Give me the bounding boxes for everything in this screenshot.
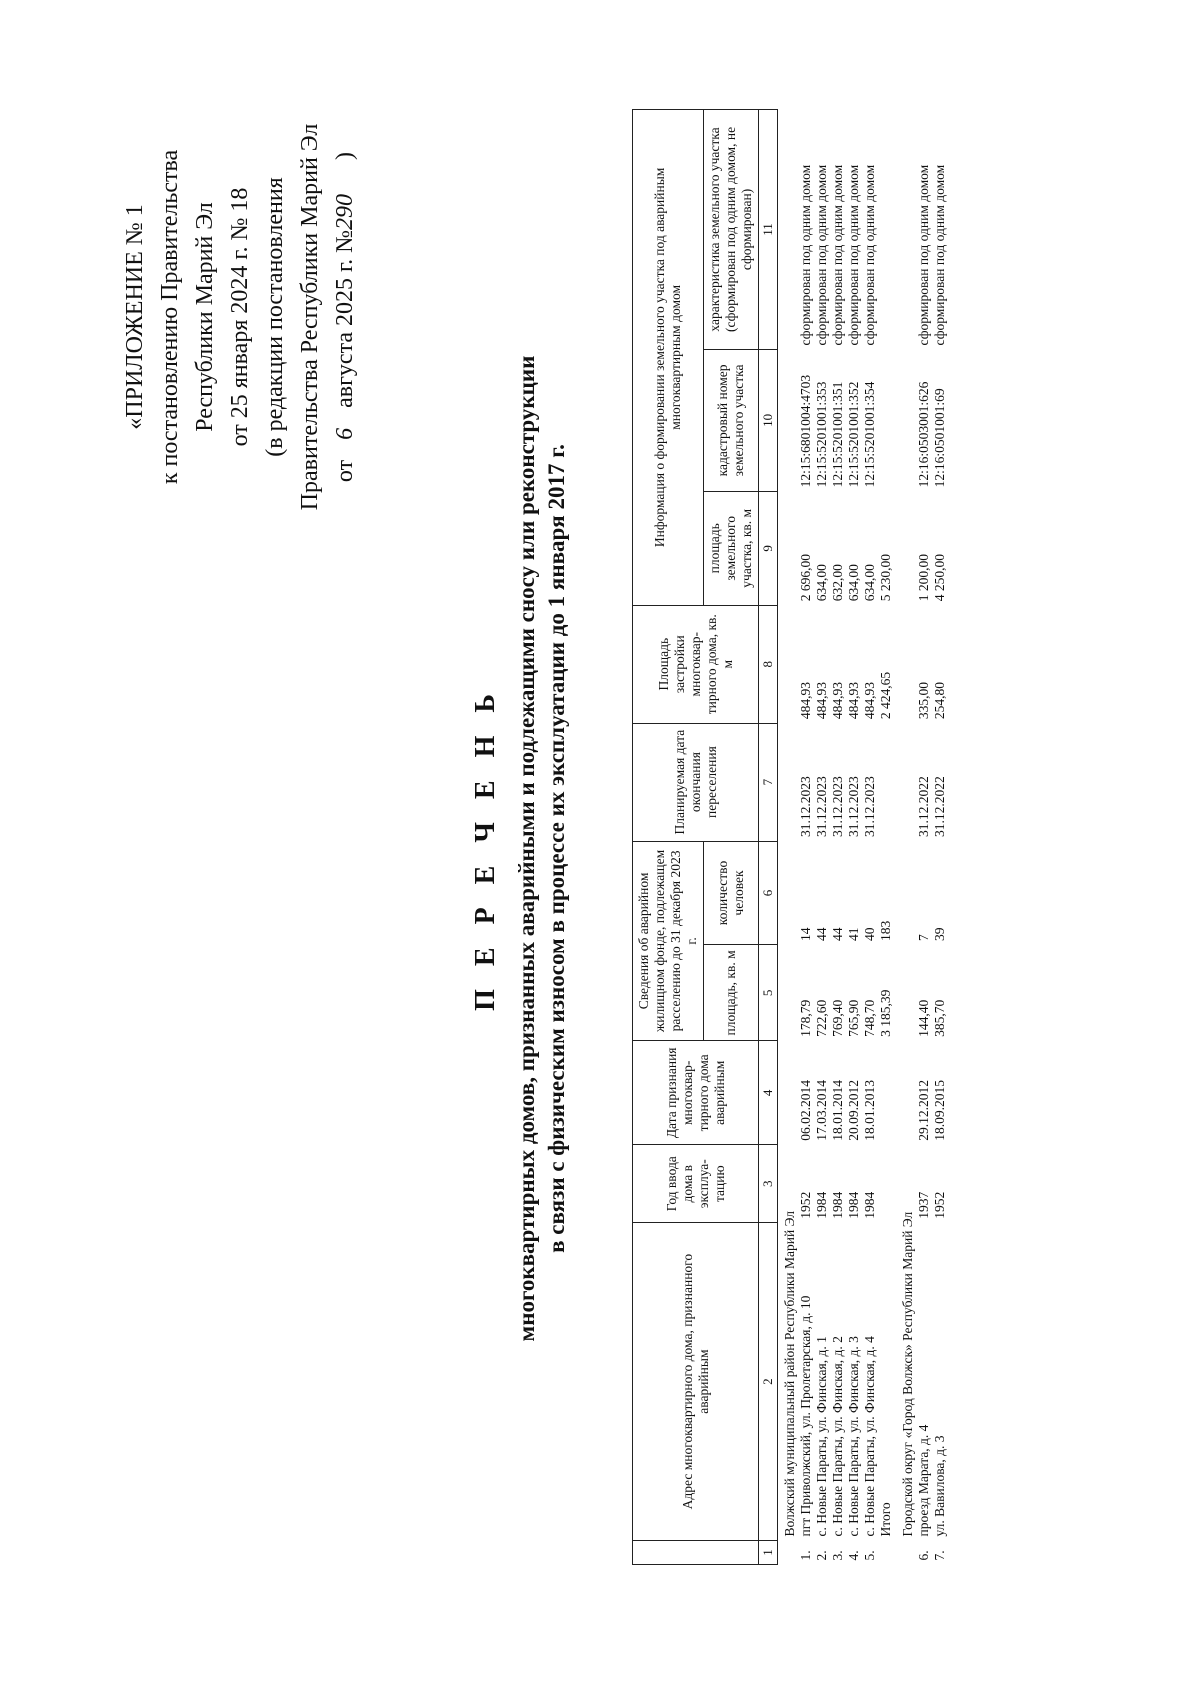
column-number: 6 (759, 841, 778, 945)
row-cadastral: 12:16:0501001:69 (932, 388, 947, 488)
row-year: 1984 (862, 1191, 877, 1219)
row-cadastral: 12:16:0503001:626 (916, 381, 931, 488)
row-people: 41 (846, 927, 861, 941)
row-area: 769,40 (830, 999, 845, 1037)
row-land-area: 634,00 (814, 564, 829, 602)
row-people: 44 (830, 927, 845, 941)
header-resettlement-group: Сведения об аварийном жилищном фонде, подлежащем расселению до 31 декабря 2023 г. (633, 841, 704, 1041)
row-land-char: сформирован под одним домом (916, 164, 931, 346)
column-number: 2 (759, 1223, 778, 1541)
appendix-line: «ПРИЛОЖЕНИЕ № 1 (122, 204, 148, 430)
appendix-line: Правительства Республики Марий Эл (297, 123, 323, 511)
row-cadastral: 12:15:5201001:351 (830, 381, 845, 488)
row-people: 44 (814, 927, 829, 941)
row-planned-date: 31.12.2023 (814, 776, 829, 838)
column-number: 4 (759, 1041, 778, 1145)
group-name: Волжский муниципальный район Республики Марий Эл (782, 1210, 797, 1537)
column-number: 5 (759, 945, 778, 1041)
column-number: 9 (759, 491, 778, 605)
header-col-1 (633, 1541, 759, 1565)
title-main: П Е Р Е Ч Е Н Ь (470, 686, 501, 1011)
title-line-2: в связи с физическим износом в процессе их эксплуатации до 1 января 2017 г. (544, 444, 569, 1253)
row-land-char: сформирован под одним домом (846, 164, 861, 346)
row-address: с. Новые Параты, ул. Финская, д. 3 (846, 1336, 861, 1537)
group-name: Городской округ «Город Волжск» Республики Марий Эл (900, 1211, 915, 1537)
row-address: с. Новые Параты, ул. Финская, д. 4 (862, 1336, 877, 1537)
row-land-area: 634,00 (846, 564, 861, 602)
row-land-area: 634,00 (862, 564, 877, 602)
header-land-char: характеристика земельного участка (сформирован под одним домом, не сформирован) (704, 110, 759, 350)
table-row (814, 110, 830, 1565)
row-people: 7 (916, 934, 931, 941)
row-area: 144,40 (916, 999, 931, 1037)
row-area: 722,60 (814, 999, 829, 1037)
row-land-char: сформирован под одним домом (862, 164, 877, 346)
row-number: 1. (798, 1550, 813, 1561)
row-address: пгт Приволжский, ул. Пролетарская, д. 10 (798, 1295, 813, 1537)
row-area: 178,79 (798, 999, 813, 1037)
row-area: 748,70 (862, 999, 877, 1037)
row-land-char: сформирован под одним домом (814, 164, 829, 346)
header-land-group: Информация о формировании земельного участка под аварийным многоквартирным домом (633, 110, 704, 606)
column-numbers-row (759, 110, 778, 1565)
row-address: ул. Вавилова, д. 3 (932, 1435, 947, 1537)
row-building-area: 484,93 (862, 682, 877, 720)
appendix-line: Республики Марий Эл (192, 202, 218, 432)
row-year: 1984 (830, 1191, 845, 1219)
appendix-line: (в редакции постановления (262, 177, 288, 457)
total-building-area: 2 424,65 (878, 671, 893, 720)
column-number: 11 (759, 110, 778, 350)
row-number: 6. (916, 1550, 931, 1561)
row-emergency-date: 18.01.2014 (830, 1080, 845, 1141)
table-row (932, 110, 948, 1565)
header-year: Год ввода дома в эксплуа-тацию (633, 1145, 759, 1223)
row-planned-date: 31.12.2023 (798, 776, 813, 838)
column-number: 7 (759, 723, 778, 841)
date-day: 6 (332, 427, 358, 440)
row-cadastral: 12:15:6801004:4703 (798, 374, 813, 488)
row-emergency-date: 17.03.2014 (814, 1080, 829, 1141)
appendix-date-line (328, 37, 363, 597)
row-emergency-date: 29.12.2012 (916, 1080, 931, 1141)
row-year: 1952 (932, 1191, 947, 1219)
houses-table (632, 109, 948, 1565)
row-people: 39 (932, 927, 947, 941)
column-number: 1 (759, 1541, 778, 1565)
header-land-area: площадь земельного участка, кв. м (704, 491, 759, 605)
row-area: 765,90 (846, 999, 861, 1037)
row-building-area: 484,93 (814, 682, 829, 720)
date-rest: августа 2025 г. № (332, 229, 358, 408)
row-number: 4. (846, 1550, 861, 1561)
date-number: 290 (332, 193, 358, 230)
row-address: проезд Марата, д. 4 (916, 1424, 931, 1537)
row-cadastral: 12:15:5201001:353 (814, 381, 829, 488)
row-land-char: сформирован под одним домом (932, 164, 947, 346)
row-year: 1937 (916, 1191, 931, 1219)
row-emergency-date: 18.09.2015 (932, 1080, 947, 1141)
row-planned-date: 31.12.2022 (916, 776, 931, 838)
row-land-area: 2 696,00 (798, 554, 813, 602)
row-planned-date: 31.12.2023 (830, 776, 845, 838)
total-label: Итого (878, 1502, 893, 1537)
group-row (896, 110, 916, 1565)
header-planned-date: Планируемая дата окончания переселения (633, 723, 759, 841)
row-address: с. Новые Параты, ул. Финская, д. 2 (830, 1336, 845, 1537)
row-year: 1984 (814, 1191, 829, 1219)
total-row (878, 110, 896, 1565)
title-line-1: многоквартирных домов, признанных аварийными и подлежащими сносу или реконструкции (514, 355, 539, 1342)
date-close: ) (332, 151, 358, 160)
row-land-area: 4 250,00 (932, 554, 947, 602)
table-row (862, 110, 878, 1565)
table-row (830, 110, 846, 1565)
total-people: 183 (878, 920, 893, 941)
header-area: площадь, кв. м (704, 945, 759, 1041)
row-building-area: 484,93 (846, 682, 861, 720)
appendix-line: к постановлению Правительства (157, 149, 183, 485)
row-number: 5. (862, 1550, 877, 1561)
row-planned-date: 31.12.2023 (862, 776, 877, 838)
row-cadastral: 12:15:5201001:352 (846, 381, 861, 488)
header-building-area: Площадь застройки многоквар-тирного дома, кв. м (633, 605, 759, 723)
row-emergency-date: 18.01.2013 (862, 1080, 877, 1141)
row-people: 40 (862, 927, 877, 941)
row-building-area: 335,00 (916, 682, 931, 720)
row-emergency-date: 20.09.2012 (846, 1080, 861, 1141)
row-planned-date: 31.12.2022 (932, 776, 947, 838)
row-people: 14 (798, 927, 813, 941)
row-building-area: 484,93 (830, 682, 845, 720)
header-people: количество человек (704, 841, 759, 945)
header-cadastral: кадастровый номер земельного участка (704, 349, 759, 491)
row-year: 1952 (798, 1191, 813, 1219)
row-area: 385,70 (932, 999, 947, 1037)
column-number: 3 (759, 1145, 778, 1223)
column-number: 10 (759, 349, 778, 491)
row-number: 7. (932, 1550, 947, 1561)
row-emergency-date: 06.02.2014 (798, 1080, 813, 1141)
column-number: 8 (759, 605, 778, 723)
total-area: 3 185,39 (878, 989, 893, 1037)
row-building-area: 484,93 (798, 682, 813, 720)
row-land-area: 1 200,00 (916, 554, 931, 602)
table-row (798, 110, 814, 1565)
table-row (846, 110, 862, 1565)
row-planned-date: 31.12.2023 (846, 776, 861, 838)
header-row-1 (633, 110, 704, 1565)
row-land-area: 632,00 (830, 564, 845, 602)
document-title (470, 200, 572, 1497)
row-cadastral: 12:15:5201001:354 (862, 381, 877, 488)
header-emergency-date: Дата признания многоквар-тирного дома аварийным (633, 1041, 759, 1145)
table-row (916, 110, 932, 1565)
row-number: 2. (814, 1550, 829, 1561)
appendix-line: от 25 января 2024 г. № 18 (227, 187, 253, 447)
row-land-char: сформирован под одним домом (798, 164, 813, 346)
row-land-char: сформирован под одним домом (830, 164, 845, 346)
date-prefix: от (332, 459, 358, 483)
header-address: Адрес многоквартирного дома, признанного аварийным (633, 1223, 759, 1541)
row-building-area: 254,80 (932, 682, 947, 720)
row-number: 3. (830, 1550, 845, 1561)
group-row (778, 110, 799, 1565)
total-land-area: 5 230,00 (878, 554, 893, 602)
row-year: 1984 (846, 1191, 861, 1219)
row-address: с. Новые Параты, ул. Финская, д. 1 (814, 1336, 829, 1537)
appendix-header (118, 37, 363, 597)
